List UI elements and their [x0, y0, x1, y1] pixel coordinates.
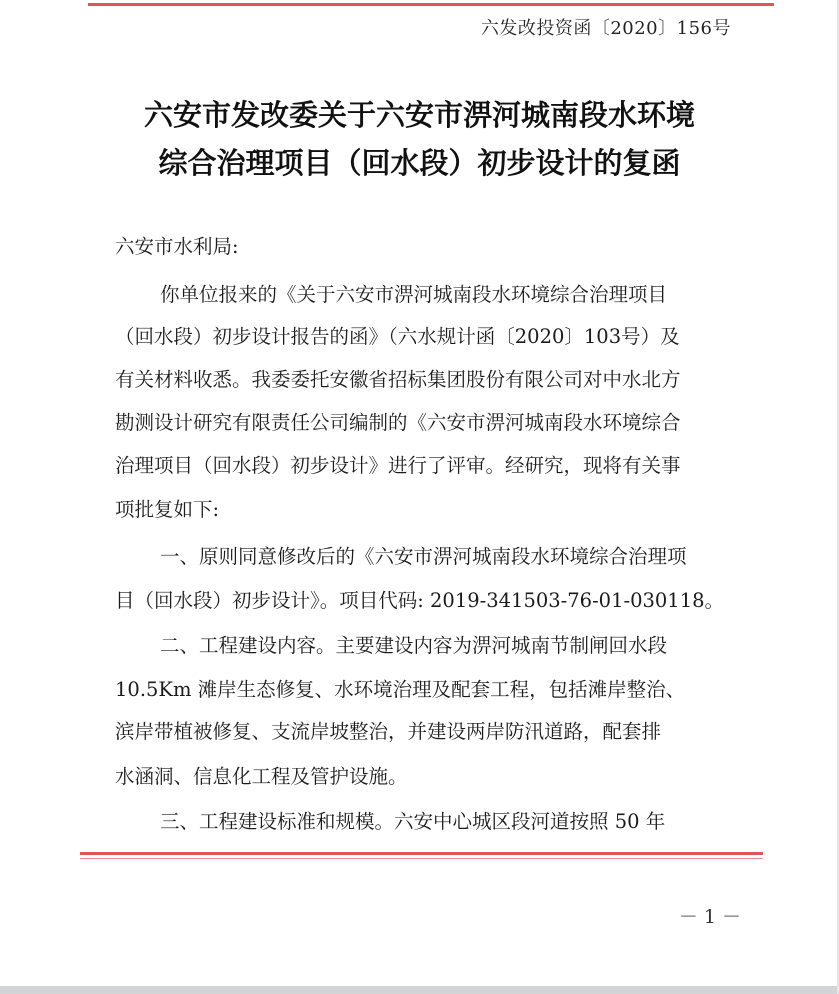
- page-number: － 1 －: [678, 906, 741, 928]
- document-number: 六发改投资函〔2020〕156号: [480, 18, 731, 39]
- document-title-line-1: 六安市发改委关于六安市淠河城南段水环境: [143, 98, 695, 132]
- body-line: 滨岸带植被修复、支流岸坡整治，并建设两岸防汛道路，配套排: [115, 720, 662, 743]
- body-line: 目（回水段）初步设计》。项目代码: 2019-341503-76-01-030118。: [115, 589, 725, 612]
- top-red-rule: [88, 3, 774, 6]
- body-line: 二、工程建设内容。主要建设内容为淠河城南节制闸回水段: [160, 634, 668, 657]
- bottom-red-rule-thin: [80, 858, 763, 859]
- body-line: 治理项目（回水段）初步设计》进行了评审。经研究，现将有关事: [115, 454, 681, 477]
- bottom-red-rule: [80, 852, 763, 855]
- body-line: 10.5Km 滩岸生态修复、水环境治理及配套工程，包括滩岸整治、: [115, 678, 686, 701]
- body-line: 有关材料收悉。我委委托安徽省招标集团股份有限公司对中水北方: [115, 368, 681, 391]
- body-line: 勘测设计研究有限责任公司编制的《六安市淠河城南段水环境综合: [115, 411, 681, 434]
- body-line: 一、原则同意修改后的《六安市淠河城南段水环境综合治理项: [160, 545, 687, 568]
- addressee: 六安市水利局:: [115, 235, 239, 258]
- body-line: （回水段）初步设计报告的函》（六水规计函〔2020〕103号）及: [115, 325, 680, 348]
- document-title-line-2: 综合治理项目（回水段）初步设计的复函: [158, 146, 681, 180]
- body-line: 水涵洞、信息化工程及管护设施。: [115, 765, 408, 788]
- body-line: 三、工程建设标准和规模。六安中心城区段河道按照 50 年: [160, 810, 666, 833]
- body-line: 项批复如下:: [115, 498, 220, 521]
- viewer-bottom-edge: [0, 986, 839, 994]
- body-line: 你单位报来的《关于六安市淠河城南段水环境综合治理项目: [160, 283, 668, 306]
